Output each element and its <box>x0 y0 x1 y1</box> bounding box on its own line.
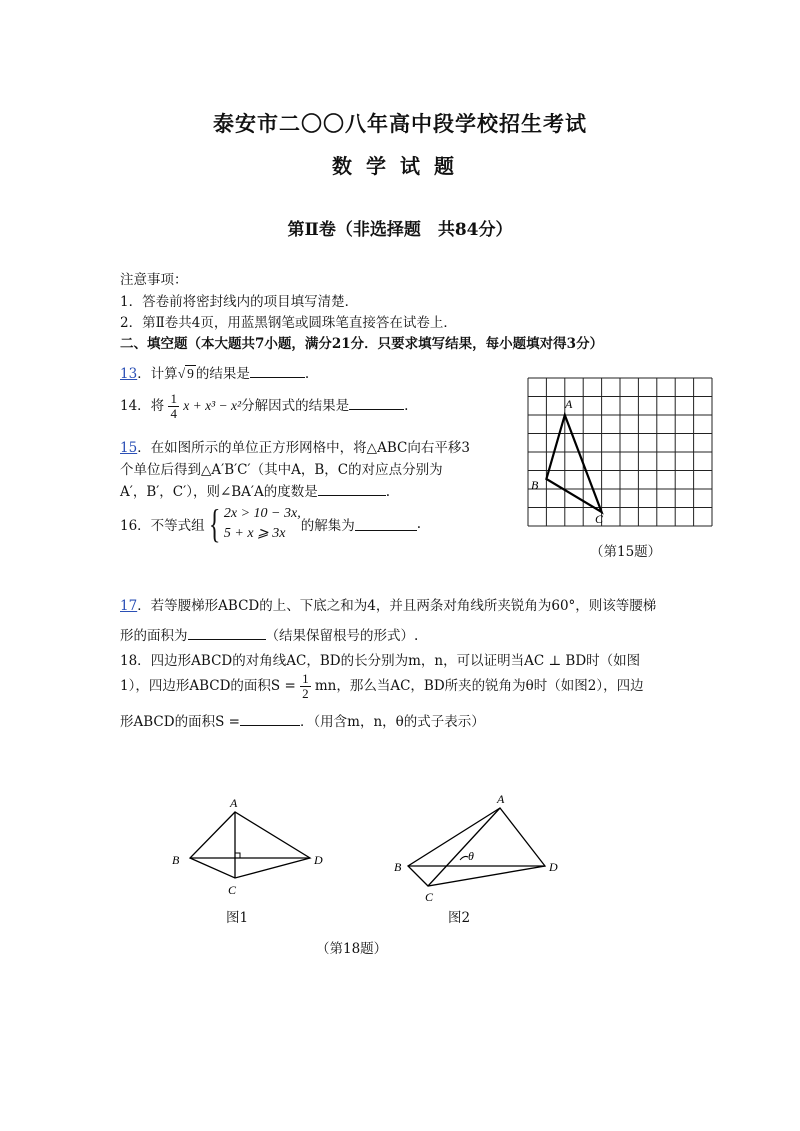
question-14: 14．将 $\frac{1}{4}$ x + x³ − x²分解因式的结果是 . <box>120 391 409 421</box>
subject-title: 数学试题 <box>332 154 468 178</box>
fig1-label-c: C <box>228 883 237 897</box>
figure-15-caption: （第15题） <box>590 544 662 560</box>
exam-title: 泰安市二〇〇八年高中段学校招生考试 <box>213 111 587 136</box>
q17-number-link[interactable]: 17 <box>120 598 138 614</box>
sqrt-expression: √ 9 <box>177 366 194 381</box>
brace-symbol: { <box>208 501 221 546</box>
question-18-line2: 1），四边形ABCD的面积S = $\frac{1}{2}$ mn，那么当AC，BD所夹的锐角为θ时（如图2），四边 <box>120 671 644 701</box>
label-a: A <box>565 397 573 411</box>
notes-item-2: 2．第Ⅱ卷共4页，用蓝黑钢笔或圆珠笔直接答在试卷上． <box>120 315 457 331</box>
question-16: 16．不等式组{ 2x > 10 − 3x, 5 + x ⩾ 3x 的解集为 . <box>120 501 422 546</box>
section-title: 第Ⅱ卷（非选择题 共84分） <box>287 220 513 240</box>
fig2-label-a: A <box>497 792 505 806</box>
answer-blank <box>355 518 417 531</box>
q15-number-link[interactable]: 15 <box>120 440 138 456</box>
figure-18-1-caption: 图1 <box>226 910 249 926</box>
question-18-line3: 形ABCD的面积S = ．（用含m，n，θ的式子表示） <box>120 714 485 730</box>
label-c: C <box>595 512 604 526</box>
question-15-line2: 个单位后得到△A′B′C′（其中A，B，C的对应点分别为 <box>120 462 443 478</box>
fraction: $\frac{1}{4}$ <box>170 391 177 421</box>
fig2-label-b: B <box>394 860 402 874</box>
figure-18-1 <box>172 796 323 897</box>
inequality-system: 2x > 10 − 3x, 5 + x ⩾ 3x <box>223 506 301 541</box>
answer-blank <box>349 397 404 410</box>
question-13: 13．计算√ 9 的结果是 . <box>120 366 310 382</box>
theta-label: θ <box>468 849 474 863</box>
fig2-label-d: D <box>549 860 558 874</box>
answer-blank <box>250 365 305 378</box>
fig1-label-a: A <box>230 796 238 810</box>
question-18-line1: 18．四边形ABCD的对角线AC，BD的长分别为m，n，可以证明当AC ⊥ BD时（如图 <box>120 653 641 669</box>
fig1-label-b: B <box>172 853 180 867</box>
notes-item-1: 1．答卷前将密封线内的项目填写清楚． <box>120 294 359 310</box>
q13-number-link[interactable]: 13 <box>120 366 138 382</box>
figure-18-2 <box>394 792 558 904</box>
part2-heading: 二、填空题（本大题共7小题，满分21分．只要求填写结果，每小题填对得3分） <box>120 336 604 352</box>
fig1-label-d: D <box>314 853 323 867</box>
answer-blank <box>188 627 266 640</box>
figure-18 <box>160 790 580 930</box>
figure-15-grid <box>525 375 717 531</box>
fraction: $\frac{1}{2}$ <box>302 671 309 701</box>
answer-blank <box>240 713 300 726</box>
answer-blank <box>318 483 386 496</box>
question-17-line1: 17．若等腰梯形ABCD的上、下底之和为4，并且两条对角线所夹锐角为60°，则该等腰梯 <box>120 598 657 614</box>
question-15-line3: A′，B′，C′），则∠BA′A的度数是 . <box>120 484 391 500</box>
fig2-label-c: C <box>425 890 434 904</box>
figure-18-caption: （第18题） <box>316 941 388 957</box>
figure-18-2-caption: 图2 <box>448 910 471 926</box>
notes-heading: 注意事项： <box>120 272 188 288</box>
question-17-line2: 形的面积为 （结果保留根号的形式）. <box>120 628 419 644</box>
question-15-line1: 15．在如图所示的单位正方形网格中，将△ABC向右平移3 <box>120 440 470 456</box>
label-b: B <box>531 478 539 492</box>
triangle-abc <box>546 415 601 512</box>
